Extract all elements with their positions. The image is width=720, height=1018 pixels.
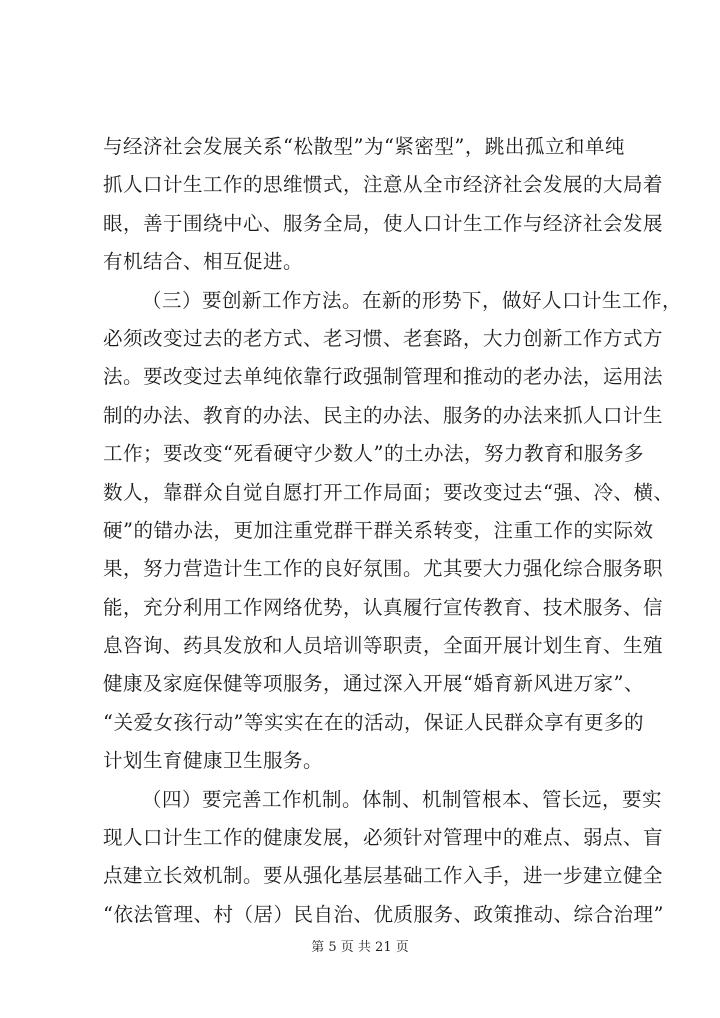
text-line: 健康及家庭保健等项服务，通过深入开展“婚育新风进万家”、 <box>103 672 644 696</box>
text-line: 点建立长效机制。要从强化基层基础工作入手，进一步建立健全 <box>103 864 664 888</box>
text-line: 制的办法、教育的办法、民主的办法、服务的办法来抓人口计生 <box>103 403 664 427</box>
text-line: 眼，善于围绕中心、服务全局，使人口计生工作与经济社会发展 <box>103 211 664 235</box>
text-line: 抓人口计生工作的思维惯式，注意从全市经济社会发展的大局着 <box>103 173 664 197</box>
text-line: 与经济社会发展关系“松散型”为“紧密型”，跳出孤立和单纯 <box>103 135 625 158</box>
text-line: 数人，靠群众自觉自愿打开工作局面；要改变过去“强、冷、横、 <box>103 480 674 504</box>
text-line: 法。要改变过去单纯依靠行政强制管理和推动的老办法，运用法 <box>103 365 664 389</box>
text-line: “依法管理、村（居）民自治、优质服务、政策推动、综合治理” <box>103 902 664 926</box>
paragraph-heading-line: （三）要创新工作方法。在新的形势下，做好人口计生工作， <box>142 288 683 312</box>
text-line: 果，努力营造计生工作的良好氛围。尤其要大力强化综合服务职 <box>103 557 664 581</box>
text-line: 计划生育健康卫生服务。 <box>103 749 324 773</box>
text-line: 现人口计生工作的健康发展，必须针对管理中的难点、弱点、盲 <box>103 826 664 850</box>
text-line: 必须改变过去的老方式、老习惯、老套路，大力创新工作方式方 <box>103 326 664 350</box>
text-line: 工作；要改变“死看硬守少数人”的土办法，努力教育和服务多 <box>103 442 644 466</box>
text-line: 硬”的错办法，更加注重党群干群关系转变，注重工作的实际效 <box>103 518 654 542</box>
text-line: “关爱女孩行动”等实实在在的活动，保证人民群众享有更多的 <box>103 710 644 734</box>
paragraph-heading-line: （四）要完善工作机制。体制、机制管根本、管长远，要实 <box>142 787 663 811</box>
text-line: 能，充分利用工作网络优势，认真履行宣传教育、技术服务、信 <box>103 595 664 619</box>
document-body <box>103 128 683 934</box>
text-line: 息咨询、药具发放和人员培训等职责，全面开展计划生育、生殖 <box>103 634 664 658</box>
text-line: 有机结合、相互促进。 <box>103 250 304 274</box>
page-number-footer: 第 5 页 共 21 页 <box>311 940 409 955</box>
